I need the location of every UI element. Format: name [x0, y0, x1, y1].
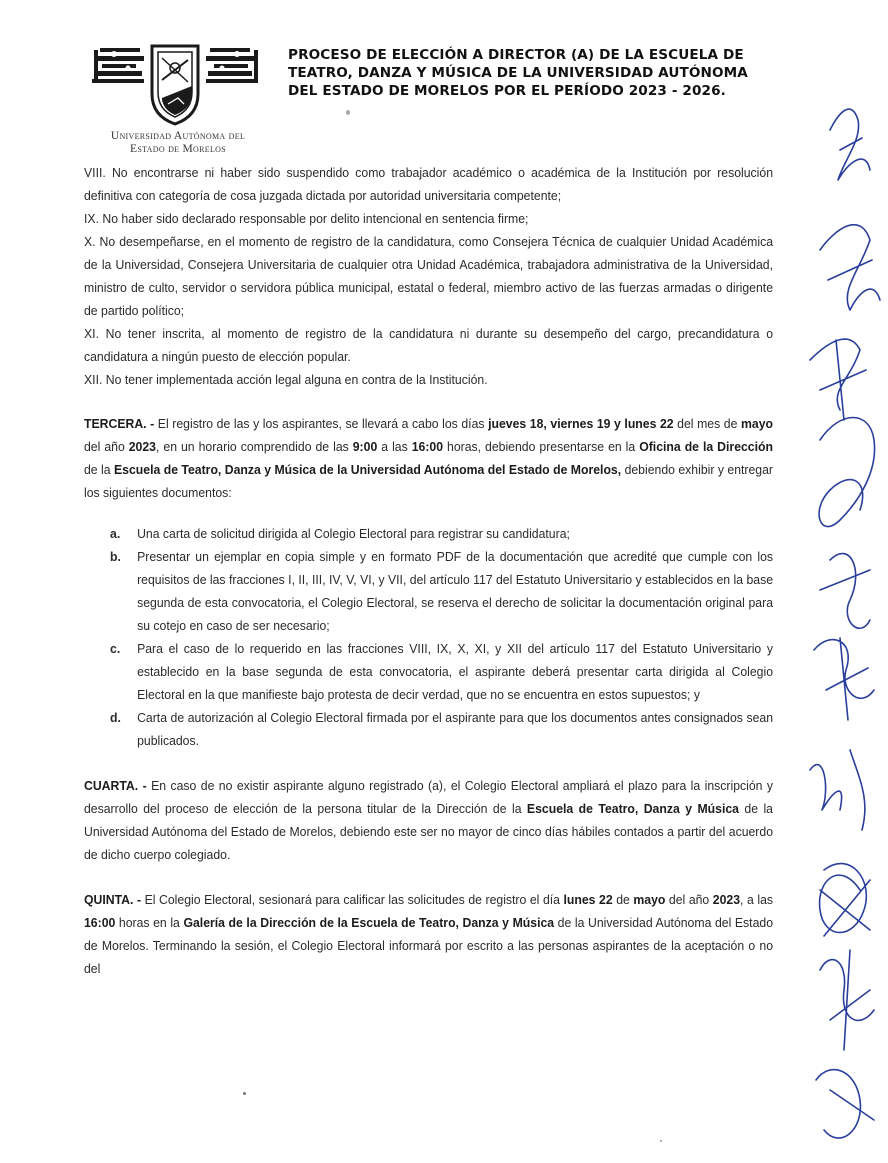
- clause-emphasis: lunes 22: [563, 893, 613, 907]
- clause-emphasis: Escuela de Teatro, Danza y Música: [526, 802, 739, 816]
- signature-10: [816, 1070, 874, 1138]
- fraction-xii: XII. No tener implementada acción legal alguna en contra de la Institución.: [84, 373, 488, 387]
- university-name-line1: Universidad Autónoma del: [110, 130, 246, 142]
- page-header: [0, 0, 888, 160]
- margin-signatures: [800, 90, 888, 1163]
- list-item: [84, 546, 773, 638]
- clause-text: El Colegio Electoral, sesionará para calificar las solicitudes de registro el día: [141, 893, 564, 907]
- clause-label: CUARTA. -: [84, 779, 147, 793]
- clause-text: horas en la: [115, 916, 184, 930]
- fraction-xi: XI. No tener inscrita, al momento de registro de la candidatura ni durante su desempeño del cargo, precandidatura o candidatura a ningún puesto de elección popular.: [84, 327, 774, 364]
- clause-emphasis: Oficina de la Dirección: [639, 440, 773, 454]
- clause-label: TERCERA. -: [84, 417, 155, 431]
- fraction-x: X. No desempeñarse, en el momento de registro de la candidatura, como Consejera Técnica de cualquier Unidad Académica de la Universidad, Consejera Universitaria de cualquier otra Unidad Académica, trabajadora administrativa de la Universidad, ministro de culto, servidor o servidora pública municipal, estatal o federal, miembro activo de las fuerzas armadas o dirigente de partido político;: [84, 235, 774, 318]
- university-logo: [88, 42, 268, 156]
- clause-text: del año: [665, 893, 713, 907]
- signature-9: [820, 950, 874, 1050]
- signature-1: [830, 109, 870, 180]
- list-item-text: Para el caso de lo requerido en las fracciones VIII, IX, X, XI, y XII del artículo 117 del Estatuto Universitario y establecido en la base segunda de esta convocatoria, el aspirante deberá presentar carta dirigida al Colegio Electoral en la que manifieste bajo protesta de decir verdad, que no se encuentra en estos supuestos; y: [137, 642, 774, 702]
- list-marker: a.: [110, 527, 121, 541]
- list-item-text: Una carta de solicitud dirigida al Colegio Electoral para registrar su candidatura;: [137, 527, 570, 541]
- scan-speck: [660, 1140, 662, 1142]
- signature-5: [820, 554, 870, 629]
- clause-emphasis: Galería de la Dirección de la Escuela de Teatro, Danza y Música: [183, 916, 555, 930]
- signature-7: [810, 750, 865, 830]
- clause-text: del año: [84, 440, 129, 454]
- clause-label: QUINTA. -: [84, 893, 142, 907]
- document-body: [84, 162, 773, 981]
- clause-emphasis: mayo: [633, 893, 666, 907]
- clause-emphasis: jueves 18, viernes 19 y lunes 22: [488, 417, 674, 431]
- list-marker: c.: [110, 642, 121, 656]
- list-item: [84, 638, 773, 707]
- signature-6: [814, 638, 874, 720]
- clause-emphasis: 9:00: [352, 440, 378, 454]
- university-name: [88, 130, 268, 156]
- clause-cuarta: [84, 775, 773, 867]
- clause-emphasis: 2023: [712, 893, 741, 907]
- list-item: [84, 523, 773, 546]
- list-marker: d.: [110, 711, 121, 725]
- clause-text: , a las: [740, 893, 774, 907]
- clause-emphasis: 16:00: [411, 440, 444, 454]
- signature-2: [820, 225, 880, 310]
- clause-text: , en un horario comprendido de las: [155, 440, 353, 454]
- scan-speck: [346, 110, 350, 115]
- signature-4: [819, 418, 874, 527]
- university-name-line2: Estado de Morelos: [130, 143, 226, 155]
- clause-text: de: [612, 893, 634, 907]
- signature-3: [810, 339, 866, 420]
- list-item-text: Carta de autorización al Colegio Electoral firmada por el aspirante para que los documentos antes consignados sean publicados.: [137, 711, 774, 748]
- clause-text: El registro de las y los aspirantes, se llevará a cabo los días: [154, 417, 489, 431]
- fraction-viii: VIII. No encontrarse ni haber sido suspendido como trabajador académico o académica de la Institución por resolución definitiva con categoría de cosa juzgada dictada por autoridad universitaria competente;: [84, 166, 774, 203]
- clause-text: de la: [84, 463, 115, 477]
- title-line-2: TEATRO, DANZA Y MÚSICA DE LA UNIVERSIDAD AUTÓNOMA: [288, 65, 748, 81]
- requirements-list: [84, 523, 773, 753]
- clause-emphasis: Escuela de Teatro, Danza y Música de la Universidad Autónoma del Estado de Morelos,: [114, 463, 622, 477]
- clause-emphasis: mayo: [740, 417, 773, 431]
- list-marker: b.: [110, 550, 121, 564]
- clause-text: horas, debiendo presentarse en la: [443, 440, 640, 454]
- clause-emphasis: 2023: [128, 440, 156, 454]
- clause-text: En caso de no existir aspirante alguno registrado (a), el Colegio Electoral ampliará el plazo para la inscripción y desarrollo del proceso de elección de la persona titular de la Dirección de la: [84, 779, 773, 816]
- clause-text: debiendo exhibir y entregar los siguientes documentos:: [84, 463, 774, 500]
- list-item-text: Presentar un ejemplar en copia simple y en formato PDF de la documentación que acredité que cumple con los requisitos de las fracciones I, II, III, IV, V, VI, y VII, del artículo 117 del Estatuto Universitario y establecidos en la base segunda de esta convocatoria, el Colegio Electoral, se reserva el derecho de solicitar la documentación original para su cotejo en caso de ser necesario;: [137, 550, 774, 633]
- scan-speck: [243, 1092, 246, 1095]
- fraction-ix: IX. No haber sido declarado responsable por delito intencional en sentencia firme;: [84, 212, 529, 226]
- clause-text: a las: [377, 440, 412, 454]
- clause-text: del mes de: [673, 417, 741, 431]
- title-line-1: PROCESO DE ELECCIÓN A DIRECTOR (A) DE LA ESCUELA DE: [288, 47, 744, 63]
- clause-quinta: [84, 889, 773, 981]
- signature-8: [820, 864, 870, 936]
- clause-text: de la Universidad Autónoma del Estado de Morelos, debiendo este ser no mayor de cinco días hábiles contados a partir del acuerdo de dicho cuerpo colegiado.: [84, 802, 774, 862]
- title-line-3: DEL ESTADO DE MORELOS POR EL PERÍODO 2023 - 2026.: [288, 83, 726, 99]
- clause-text: de la Universidad Autónoma del Estado de Morelos. Terminando la sesión, el Colegio Electoral informará por escrito a las personas aspirantes de la aceptación o no del: [84, 916, 774, 976]
- university-seal-icon: [92, 42, 262, 128]
- list-item: [84, 707, 773, 753]
- clause-tercera: [84, 413, 773, 505]
- document-title: [288, 46, 808, 100]
- clause-emphasis: 16:00: [84, 916, 116, 930]
